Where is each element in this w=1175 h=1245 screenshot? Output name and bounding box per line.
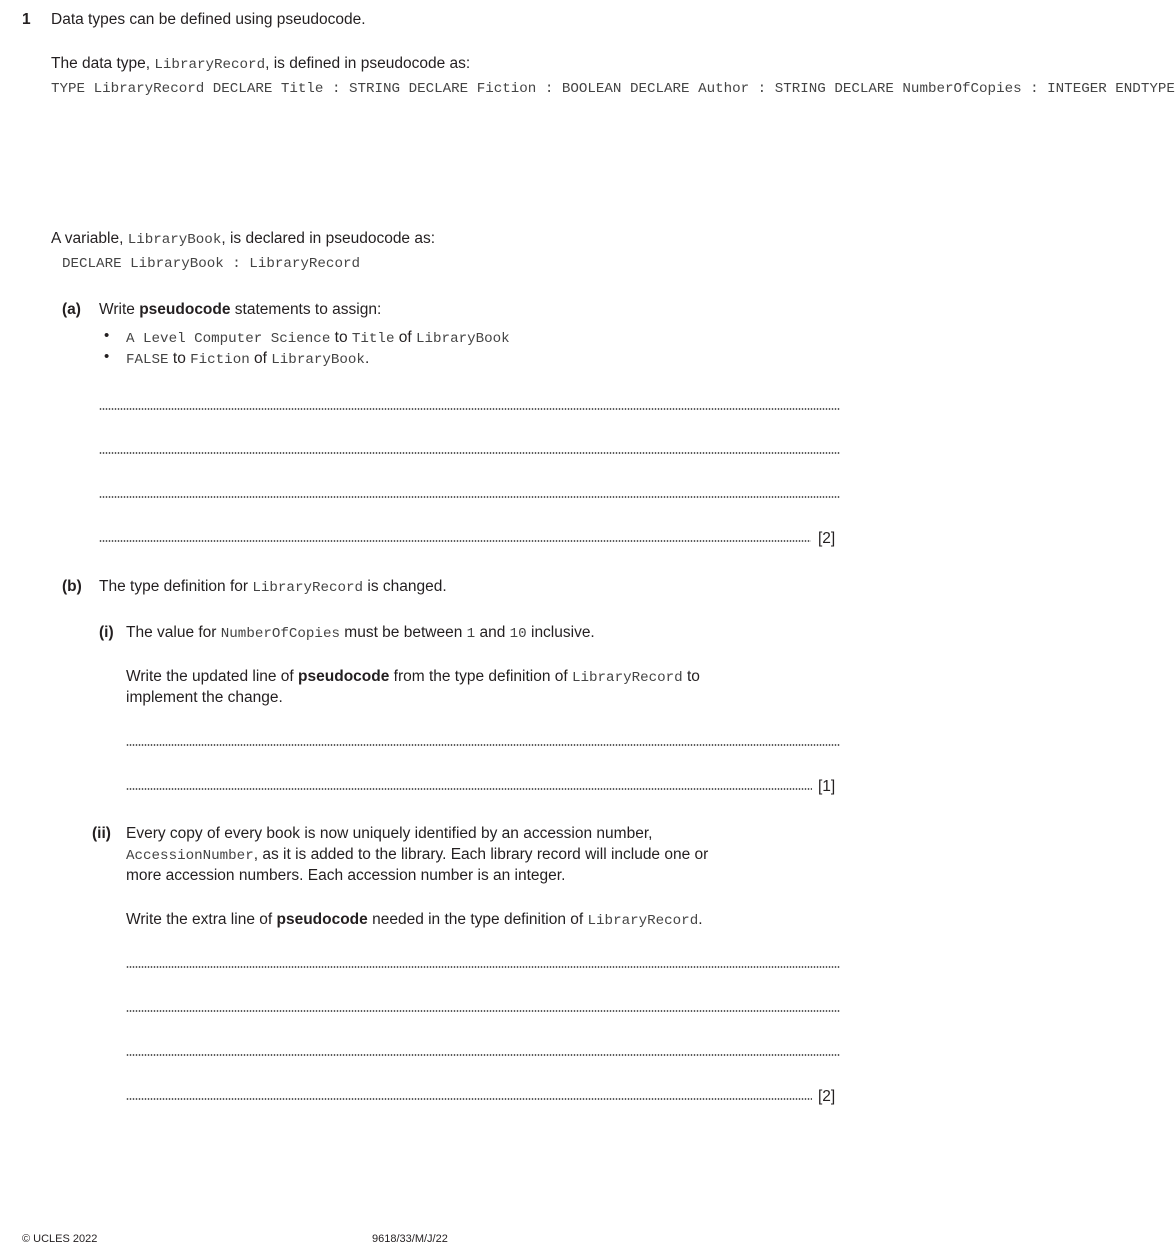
answer-line[interactable] bbox=[99, 452, 840, 454]
variable-intro: A variable, LibraryBook, is declared in pseudocode as: bbox=[51, 230, 436, 248]
bullet-dot: • bbox=[104, 348, 110, 365]
part-a-bullet-2: FALSE to Fiction of LibraryBook. bbox=[126, 350, 370, 368]
question-number: 1 bbox=[22, 11, 31, 28]
footer-paper-code: 9618/33/M/J/22 bbox=[372, 1233, 448, 1245]
variable-declaration-code: DECLARE LibraryBook : LibraryRecord bbox=[62, 256, 360, 272]
part-b-ii-label: (ii) bbox=[92, 825, 111, 842]
answer-line[interactable] bbox=[126, 788, 812, 790]
answer-line[interactable] bbox=[99, 496, 840, 498]
question-intro: Data types can be defined using pseudocode. bbox=[51, 11, 366, 28]
part-b-intro: The type definition for LibraryRecord is changed. bbox=[99, 578, 447, 596]
marks-b-i: [1] bbox=[818, 778, 836, 795]
answer-line[interactable] bbox=[126, 1010, 840, 1012]
type-intro: The data type, LibraryRecord, is defined in pseudocode as: bbox=[51, 55, 471, 73]
part-b-ii-line-1: Every copy of every book is now uniquely identified by an accession number, bbox=[126, 825, 653, 842]
part-b-ii-line-2: AccessionNumber, as it is added to the library. Each library record will include one or bbox=[126, 846, 709, 864]
type-definition-code: TYPE LibraryRecord DECLARE Title : STRING DECLARE Fiction : BOOLEAN DECLARE Author : STRING DECLARE NumberOfCopies : INTEGER ENDTYPE bbox=[51, 81, 1175, 97]
marks-a: [2] bbox=[818, 530, 836, 547]
answer-line[interactable] bbox=[126, 1098, 812, 1100]
footer-copyright: © UCLES 2022 bbox=[22, 1233, 98, 1245]
part-b-label: (b) bbox=[62, 578, 82, 595]
bullet-dot: • bbox=[104, 327, 110, 344]
part-b-ii-line-3: more accession numbers. Each accession number is an integer. bbox=[126, 867, 566, 884]
part-b-i-label: (i) bbox=[99, 624, 114, 641]
marks-b-ii: [2] bbox=[818, 1088, 836, 1105]
answer-line[interactable] bbox=[126, 1054, 840, 1056]
part-a-instruction: Write pseudocode statements to assign: bbox=[99, 301, 382, 318]
answer-line[interactable] bbox=[126, 744, 840, 746]
part-b-i-line-3: implement the change. bbox=[126, 689, 283, 706]
part-a-bullet-1: A Level Computer Science to Title of LibraryBook bbox=[126, 329, 510, 347]
answer-line[interactable] bbox=[99, 540, 811, 542]
part-a-label: (a) bbox=[62, 301, 81, 318]
part-b-i-line-1: The value for NumberOfCopies must be between 1 and 10 inclusive. bbox=[126, 624, 595, 642]
part-b-i-line-2: Write the updated line of pseudocode from the type definition of LibraryRecord to bbox=[126, 668, 700, 686]
answer-line[interactable] bbox=[126, 966, 840, 968]
answer-line[interactable] bbox=[99, 408, 840, 410]
part-b-ii-line-4: Write the extra line of pseudocode needed in the type definition of LibraryRecord. bbox=[126, 911, 703, 929]
